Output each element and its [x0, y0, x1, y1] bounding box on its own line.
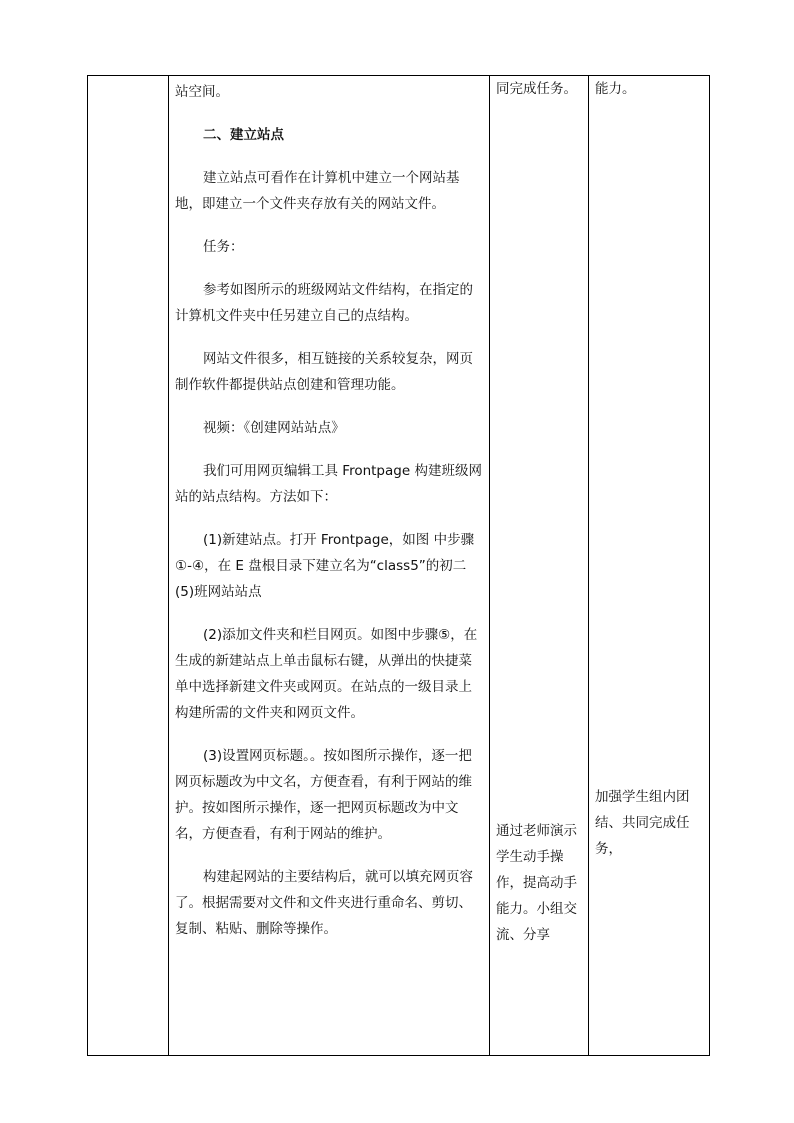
col3-bottom-text: 通过老师演示学生动手操作，提高动手能力。小组交流、分享	[496, 823, 577, 943]
student-activity-cell	[490, 76, 589, 1056]
paragraph: 建立站点可看作在计算机中建立一个网站基地，即建立一个文件夹存放有关的网站文件。	[175, 170, 460, 212]
design-intent-cell	[589, 76, 710, 1056]
paragraph: (2)添加文件夹和栏目网页。如图中步骤⑤，在生成的新建站点上单击鼠标右键，从弹出的快捷菜单中选择新建文件夹或网页。在站点的一级目录上构建所需的文件夹和网页文件。	[175, 627, 478, 721]
table-row	[88, 76, 710, 1056]
col4-top-text: 能力。	[595, 81, 636, 97]
paragraph: 参考如图所示的班级网站文件结构，在指定的计算机文件夹中任另建立自己的点结构。	[175, 282, 473, 324]
paragraph: 网站文件很多，相互链接的关系较复杂，网页制作软件都提供站点创建和管理功能。	[175, 351, 473, 393]
content-cell	[169, 76, 490, 1056]
paragraph: (3)设置网页标题。。按如图所示操作，逐一把网页标题改为中文名，方便查看，有利于网站的维护。按如图所示操作，逐一把网页标题改为中文名，方便查看，有利于网站的维护。	[175, 748, 472, 842]
empty-cell	[88, 76, 169, 1056]
col4-bottom-text: 加强学生组内团结、共同完成任务，	[595, 789, 690, 857]
paragraph: 视频：《创建网站站点》	[203, 420, 345, 436]
paragraph: 我们可用网页编辑工具 Frontpage 构建班级网站的站点结构。方法如下：	[175, 463, 482, 505]
paragraph: 任务：	[203, 239, 244, 255]
intro-text: 站空间。	[175, 84, 229, 100]
lesson-plan-table	[87, 75, 710, 1056]
paragraph: (1)新建站点。打开 Frontpage，如图 中步骤①-④，在 E 盘根目录下建立名为“class5”的初二(5)班网站站点	[175, 532, 475, 600]
paragraph: 构建起网站的主要结构后，就可以填充网页容了。根据需要对文件和文件夹进行重命名、剪切、复制、粘贴、删除等操作。	[175, 869, 473, 937]
section-heading: 二、建立站点	[203, 127, 284, 143]
col3-top-text: 同完成任务。	[496, 81, 577, 97]
